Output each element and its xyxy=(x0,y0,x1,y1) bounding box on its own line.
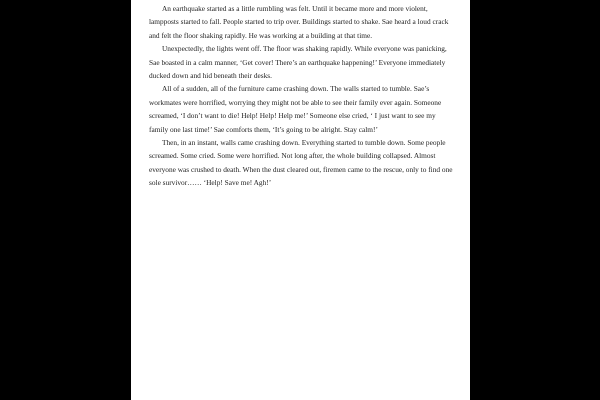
document-page xyxy=(131,0,470,400)
paragraph-2: Unexpectedly, the lights went off. The floor was shaking rapidly. While everyone was panicking, Sae boasted in a calm manner, ‘Get cover! There’s an earthquake happening!’ Everyone immediately ducked down and hid beneath their desks. xyxy=(149,44,447,81)
paragraph-4: Then, in an instant, walls came crashing down. Everything started to tumble down. Some people screamed. Some cried. Some were horrified. Not long after, the whole building collapsed. Almost everyone was crushed to death. When the dust cleared out, firemen came to the rescue, only to find one sole survivor…… ‘Help! Save me! Agh!’ xyxy=(149,138,453,188)
paragraph-1: An earthquake started as a little rumbling was felt. Until it became more and more violent, lampposts started to fall. People started to trip over. Buildings started to shake. Sae heard a loud crack and felt the floor shaking rapidly. He was working at a building at that time. xyxy=(149,4,449,40)
document-body xyxy=(149,2,453,190)
paragraph-3: All of a sudden, all of the furniture came crashing down. The walls started to tumble. Sae’s workmates were horrified, worrying they might not be able to see their family ever again. Someone screamed, ‘I don’t want to die! Help! Help! Help me!’ Someone else cried, ‘ I just want to see my family one last time!’ Sae comforts them, ‘It’s going to be alright. Stay calm!’ xyxy=(149,84,442,134)
